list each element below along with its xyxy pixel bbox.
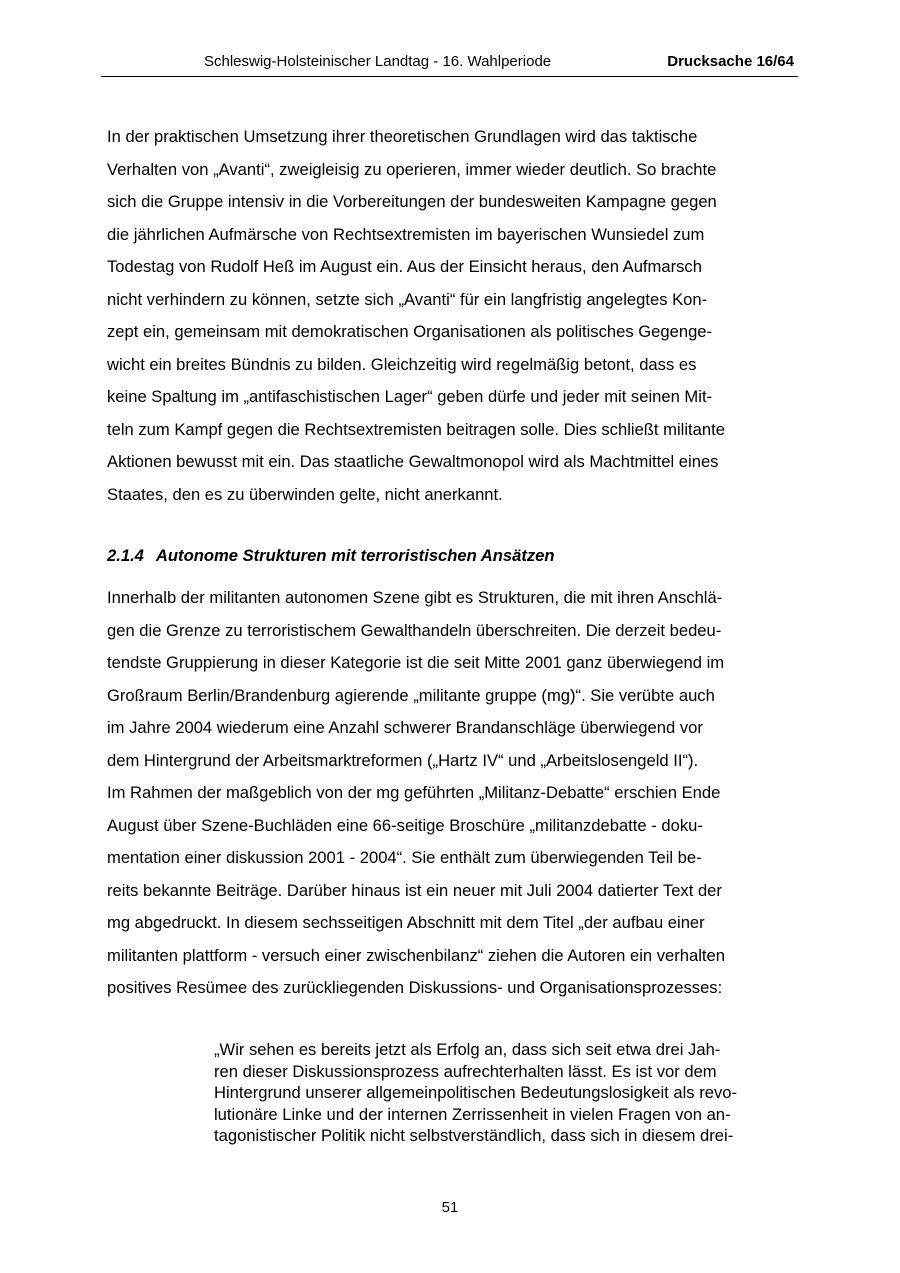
text-line: Innerhalb der militanten autonomen Szene gibt es Strukturen, die mit ihren Anschlä- (107, 588, 723, 607)
page-header (101, 52, 798, 77)
quote-line: ren dieser Diskussionsprozess aufrechterhalten lässt. Es ist vor dem (214, 1061, 717, 1081)
section-title: Autonome Strukturen mit terroristischen Ansätzen (155, 546, 555, 565)
text-line: tendste Gruppierung in dieser Kategorie ist die seit Mitte 2001 ganz überwiegend im (107, 653, 725, 672)
text-line: militanten plattform - versuch einer zwischenbilanz“ ziehen die Autoren ein verhalten (107, 945, 725, 965)
quote-line: tagonistischer Politik nicht selbstverständlich, dass sich in diesem drei- (214, 1126, 734, 1145)
text-line: positives Resümee des zurückliegenden Diskussions- und Organisationsprozesses: (107, 978, 723, 997)
text-line: Todestag von Rudolf Heß im August ein. Aus der Einsicht heraus, den Aufmarsch (107, 257, 702, 276)
document-number: Drucksache 16/64 (667, 53, 794, 70)
text-line: keine Spaltung im „antifaschistischen Lager“ geben dürfe und jeder mit seinen Mit- (107, 387, 713, 406)
text-line: dem Hintergrund der Arbeitsmarktreformen („Hartz IV“ und „Arbeitslosengeld II“). (107, 750, 699, 770)
text-line: In der praktischen Umsetzung ihrer theoretischen Grundlagen wird das taktische (107, 127, 698, 146)
quote-line: Hintergrund unserer allgemeinpolitischen Bedeutungslosigkeit als revo- (214, 1083, 737, 1102)
text-line: August über Szene-Buchläden eine 66-seitige Broschüre „militanzdebatte - doku- (107, 815, 703, 835)
page-number: 51 (441, 1199, 459, 1216)
text-line: nicht verhindern zu können, setzte sich „Avanti“ für ein langfristig angelegtes Kon- (107, 289, 708, 309)
paragraph-militante-gruppe (107, 582, 725, 1005)
text-line: Staates, den es zu überwinden gelte, nicht anerkannt. (107, 484, 503, 504)
section-heading (107, 546, 555, 566)
quote-line: „Wir sehen es bereits jetzt als Erfolg an, dass sich seit etwa drei Jah- (214, 1040, 721, 1059)
header-title: Schleswig-Holsteinischer Landtag - 16. Wahlperiode (204, 53, 552, 70)
text-line: Großraum Berlin/Brandenburg agierende „militante gruppe (mg)“. Sie verübte auch (107, 685, 715, 705)
quote-line: lutionäre Linke und der internen Zerrissenheit in vielen Fragen von an- (214, 1104, 731, 1124)
block-quote (214, 1039, 737, 1147)
text-line: sich die Gruppe intensiv in die Vorbereitungen der bundesweiten Kampagne gegen (107, 192, 717, 211)
text-line: reits bekannte Beiträge. Darüber hinaus ist ein neuer mit Juli 2004 datierter Text der (107, 880, 722, 900)
text-line: zept ein, gemeinsam mit demokratischen Organisationen als politisches Gegenge- (107, 322, 713, 341)
text-line: die jährlichen Aufmärsche von Rechtsextremisten im bayerischen Wunsiedel zum (107, 224, 705, 244)
text-line: mentation einer diskussion 2001 - 2004“. Sie enthält zum überwiegenden Teil be- (107, 848, 702, 867)
paragraph-avanti (107, 121, 725, 511)
text-line: teln zum Kampf gegen die Rechtsextremisten beitragen solle. Dies schließt militante (107, 419, 725, 439)
text-line: mg abgedruckt. In diesem sechsseitigen Abschnitt mit dem Titel „der aufbau einer (107, 913, 705, 932)
text-line: gen die Grenze zu terroristischem Gewalthandeln überschreiten. Die derzeit bedeu- (107, 620, 722, 640)
text-line: Verhalten von „Avanti“, zweigleisig zu operieren, immer wieder deutlich. So brachte (107, 159, 717, 179)
text-line: wicht ein breites Bündnis zu bilden. Gleichzeitig wird regelmäßig betont, dass es (107, 354, 697, 374)
text-line: Im Rahmen der maßgeblich von der mg geführten „Militanz-Debatte“ erschien Ende (107, 783, 721, 802)
text-line: im Jahre 2004 wiederum eine Anzahl schwerer Brandanschläge überwiegend vor (107, 718, 703, 737)
section-number: 2.1.4 (107, 546, 144, 565)
text-line: Aktionen bewusst mit ein. Das staatliche Gewaltmonopol wird als Machtmittel eines (107, 452, 719, 471)
